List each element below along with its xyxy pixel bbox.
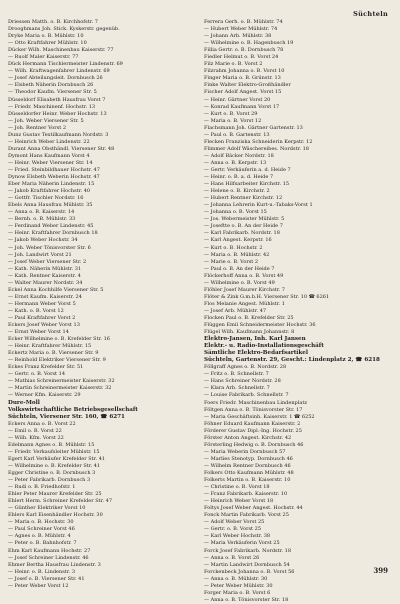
directory-entry: — Josef Abteilungsleit. Dornbusch 26 [8,75,103,82]
directory-entry: Düsseldorf Elisabeth Hausfrau Vorst 7 [8,96,106,103]
directory-entry: Folkerts Martin o. B. Kaiserstr. 10 [204,477,291,484]
directory-entry: Dymont Hans Kaufmann Vorst 4 [8,152,90,159]
directory-entry: — Johanna o. B. Vorst 15 [204,209,267,216]
directory-entry: — Heinr. Kraftfahrer Mühlstr. 15 [8,343,92,350]
directory-entry: Foers Friedr. Maschinenbau Lindenplatz [204,399,307,406]
directory-entry: Föllgraff Agnes o. B. Nordstr. 28 [204,364,287,371]
directory-entry: — Josef Schreiner Lindenstr. 46 [8,554,89,561]
directory-entry: Dynow Elsbeth Weberin Hochstr. 47 [8,174,100,181]
directory-entry: Foltys Josef Weber Angest. Hochstr. 44 [204,505,303,512]
directory-entry: Ehlers Karl Eisenhändler Hochstr. 30 [8,512,103,519]
directory-entry: — Anna o. B. Tönisvorster Str. 18 [204,596,289,603]
directory-entry: Flecken Franziska Schneiderin Kerpstr. 12 [204,138,313,145]
directory-entry: Flocken Paul o. B. Krefelder Str. 25 [204,314,294,321]
directory-entry: — Maria o. B. Hochstr. 30 [8,519,74,526]
directory-entry: — Fried. Steinbildhauer Hochstr. 47 [8,166,100,173]
directory-entry: — Paul Schreiner Vorst 46 [8,526,75,533]
directory-entry: Föhner Eduard Kaufmann Kaiserstr. 2 [204,420,301,427]
directory-entry: — Maria Verkäuferin Vorst 25 [204,540,280,547]
directory-entry: Drooghmans Joh. Stick. Kyskerstr. gegenüb. [8,26,120,33]
directory-entry: Ehler Peter Maurer Krefelder Str. 25 [8,491,102,498]
directory-entry: — Hans Hilfsarbeiter Kirchstr. 15 [204,181,290,188]
directory-entry: Folkers Otto Kaufmann Mühlstr. 48 [204,470,294,476]
directory-entry: Egger Christine o. B. Dornbusch 3 [8,470,96,476]
directory-entry: — Gertr. o. B. Vorst 25 [204,526,261,533]
advertisement-line: Elektro-Jansen, Inh. Karl Jansen [204,336,306,343]
directory-entry: — Martin Landwirt Dornbusch 54 [204,561,290,568]
directory-entry: — Wilhelmine o. B. Hagenbusch 19 [204,40,294,47]
directory-entry: — Peter Weber Vorst 12 [8,582,69,589]
directory-entry: Forger Maria o. B. Vorst 6 [204,589,271,596]
directory-entry: — Emil o. B. Vorst 22 [8,427,62,434]
directory-entry: Egert Karl Verkäufer Krefelder Str. 41 [8,455,106,462]
advertisement-line: Sämtliche Elektro-Bedarfsartikel [204,350,308,357]
directory-entry: — Wilhelmine o. B. Krefelder Str. 41 [8,462,101,469]
directory-entry: — Maria o. B. Vorst 12 [204,117,262,124]
directory-entry: Dück Hermann Tischlermeister Lindenstr. 69 [8,61,123,68]
directory-entry: — Günther Elektriker Vorst 10 [8,505,86,512]
directory-entry: Filzrahm Johanna o. B. Vorst 10 [204,68,285,75]
directory-entry: Flöckerhoff Anna o. B. Vorst 49 [204,272,284,279]
directory-entry: — Louise Fabrikarb. Schnellstr. 7 [204,392,289,399]
directory-entry: Eckers Anna o. B. Vorst 22 [8,420,76,427]
directory-entry: — Gertr. Verkäuferin a. d. Heide 7 [204,166,291,173]
directory-entry: — Karl Weber Hochstr. 38 [204,533,271,540]
directory-entry: — Konrad Kaufmann Vorst 17 [204,103,280,110]
directory-entry: — Adolf Weber Vorst 25 [204,519,265,526]
directory-entry: — Marie o. B. Vorst 2 [204,258,259,265]
directory-entry: Flöhler Josef Maurer Kirchstr. 7 [204,286,285,293]
page-number: 399 [373,566,388,575]
directory-entry: — Kath. Rentner Kaiserstr. 4 [8,272,81,279]
directory-entry: — Gottfr. Tischler Nordstr. 16 [8,195,84,202]
directory-entry: — Johann Arb. Mühlstr. 38 [204,33,272,40]
directory-entry: — Friedr. Verkaufsleiter Mühlstr. 15 [8,448,100,455]
directory-entry: Eckel Anna Kochhilfe Viersener Str. 5 [8,286,104,293]
directory-entry: Flimmer Adolf Wäschereibes. Nordstr. 18 [204,145,309,152]
directory-entry: — Rudi o. B. Friedhofstr. 1 [8,484,76,491]
directory-entry: — Heinr. Kraftfahrer Dornbusch 18 [8,230,98,237]
directory-entry: Ehmer Bertha Hausfrau Lindenstr. 3 [8,561,101,568]
directory-entry: Driessen Matth. o. B. Kirchhofstr. 7 [8,19,98,25]
directory-entry: Förster Anton Angest. Kirchstr. 42 [204,434,292,441]
advertisement-line: Elektr.- u. Radio-Installationsgeschäft [204,343,324,350]
directory-entry: — Elsbeth Näherin Dornbusch 26 [8,82,94,89]
directory-entry: Flöter & Zink G.m.b.H. Viersener Str. 10 ☎ 6261 [204,293,330,300]
directory-entry: — Hermann Weber Vorst 5 [8,300,76,307]
directory-entry: Fonck Martin Fabrikarb. Vorst 25 [204,512,289,519]
directory-entry: Flügel Wilh. Kaufmann Johannstr. 8 [204,329,295,336]
directory-entry: Dunz Gustav Textilkaufmann Nordstr. 3 [8,131,109,138]
directory-entry: — Joh. Weber Tönisvorster Str. 6 [8,244,91,251]
directory-entry: Förderer Gustav Dipl.-Ing. Hochstr. 25 [204,427,302,434]
directory-entry: Flachsmann Joh. Gärtner Gartenstr. 13 [204,124,303,131]
directory-entry: Ecker Wilhelmine o. B. Krefelder Str. 16 [8,336,110,343]
directory-entry: Ehm Karl Kaufmann Hochstr. 27 [8,547,91,554]
directory-entry: — Mathias Schreinermeister Kaiserstr. 32 [8,378,115,385]
directory-entry: — Helene o. B. Kirchstr. 2 [204,188,270,195]
directory-entry: — Jos. Webermeister Mühlstr. 5 [204,216,285,223]
directory-entry: Edelmann Agnes o. B. Mühlstr. 15 [8,441,95,448]
directory-entry: — Agnes o. B. Mühlstr. 4 [8,533,71,540]
directory-entry: — Josef o. B. Viersener Str. 41 [8,575,85,582]
directory-entry: Düsseldorfer Heinr. Weber Hochstr. 13 [8,110,107,117]
directory-entry: Fiedler Helmut o. B. Vorst 24 [204,54,279,61]
directory-entry: Ebels Anna Hausfrau Mühlstr. 35 [8,202,93,209]
directory-entry: — Johanna Lehrerin Kurt-u.-Tabaks-Vorst 1 [204,202,313,209]
advertisement-line: Volkswirtschaftliche Betriebsgesellschaft [8,406,138,413]
directory-entry: — Anna o. B. Vorst 26 [204,554,260,561]
directory-entry: Forck Josef Fabrikarb. Nordstr. 18 [204,547,292,554]
directory-entry: — Klara Arb. Schnellstr. 7 [204,385,270,392]
directory-entry: — Marlies Stenotyp. Dornbusch 46 [204,455,293,462]
directory-entry: Eckertz Maria o. B. Viersener Str. 9 [8,350,99,357]
directory-entry: — Ernst Weber Vorst 14 [8,329,69,336]
directory-entry: — Kurt o. B. Hochstr. 2 [204,244,263,251]
directory-entry: — Peter Fabrikarb. Dornbusch 3 [8,477,91,484]
directory-entry: — Werner Kfm. Kaiserstr. 29 [8,392,81,399]
directory-entry: — Theodor Kaufm. Viersener Str. 5 [8,89,97,96]
directory-entry: — Martin Schreinermeister Kaiserstr. 32 [8,385,112,392]
advertisement-line: Süchteln, Viersener Str. 160, ☎ 6271 [8,413,125,420]
directory-entry: — Joh. Rentner Vorst 2 [8,124,67,131]
page-header-title: Süchteln [353,10,388,18]
directory-entry: — Wilh. Kraftwagenfahrer Lindenstr. 69 [8,68,110,75]
directory-entry: — Gertr. o. B. Vorst 14 [8,371,65,378]
directory-entry: Finger Maria o. B. Grünstr. 13 [204,75,281,82]
directory-entry: — Ferdinand Weber Lindenstr. 45 [8,223,94,230]
directory-entry: — Bernh. o. B. Mühlstr. 33 [8,216,76,223]
directory-entry: Dücker Wilh. Maschinenbau Kaiserstr. 77 [8,47,114,54]
directory-entry: — Adolf Bäcker Nordstr. 18 [204,152,274,159]
directory-entry: — Kath. o. B. Vorst 12 [8,307,64,314]
directory-entry: Flüggen Emil Schneidermeister Hochstr. 36 [204,322,316,329]
directory-entry: — Maria Geschäftsinh. Kaiserstr. 1 ☎ 6252 [204,413,315,420]
directory-entry: — Paul Kraftfahrer Vorst 2 [8,314,76,321]
directory-entry: Ferrera Gerh. o. B. Mühlstr. 74 [204,19,283,25]
directory-entry: — Kurt o. B. Vorst 29 [204,110,258,117]
directory-entry: — Paul o. B. Gartenstr. 13 [204,131,270,138]
directory-entry: — Fritz o. B. Schnellstr. 7 [204,371,269,378]
directory-entry: — Walter Maurer Nordstr. 34 [8,279,83,286]
directory-entry: — Joh. Weber Viersener Str. 5 [8,117,84,124]
directory-entry: — Ruolf Maler Kaiserstr. 77 [8,54,79,61]
directory-entry: Forckenbeck Johanna o. B. Vorst 56 [204,568,295,575]
directory-entry: — Hubert Rentner Kirchstr. 12 [204,195,283,202]
directory-entry: Ehlert Herm. Schreiner Krefelder Str. 47 [8,498,113,505]
directory-entry: — Josef Arb. Mühlstr. 47 [204,307,267,314]
directory-entry: — Joh. Landwirt Vorst 21 [8,251,72,258]
left-column [8,19,202,590]
directory-entry: — Karl Fabrikarb. Nordstr. 18 [204,230,280,237]
directory-entry: — Hubert Weber Mühlstr. 74 [204,26,278,33]
directory-entry: Eber Maria Näherin Lindenstr. 15 [8,181,95,188]
directory-entry: — Peter Weber Mühlstr. 30 [204,582,273,589]
directory-entry: — Karl Angest. Kerpstr. 16 [204,237,272,244]
directory-entry: — Christine o. B. Vorst 18 [204,484,270,491]
directory-entry: — Wilh. Kfm. Vorst 22 [8,434,64,441]
directory-entry: Finke Walter Elektro-Großhändler [204,82,291,89]
directory-entry: — Otto Kraftfahrer Mühlstr. 10 [8,40,87,47]
directory-entry: — Jakob Kraftfahrer Hochstr. 40 [8,188,91,195]
directory-entry: — Paul o. B. An der Heide 7 [204,265,275,272]
directory-entry: Flos Melanie Angest. Mühlstr. 1 [204,300,285,307]
directory-entry: Dryke Maria o. B. Mühlstr. 10 [8,33,84,40]
directory-entry: — Anna o. B. Kerpstr. 13 [204,159,267,166]
directory-entry: — Kath. Näherin Mühlstr. 31 [8,265,82,272]
directory-entry: — Heinrich Weber Lindenstr. 22 [8,138,90,145]
directory-entry: — Wilhelmine o. B. Vorst 49 [204,279,275,286]
directory-entry: — Jakob Weber Hochstr. 34 [8,237,78,244]
directory-entry: Eckes Franz Krefelder Str. 51 [8,364,84,371]
right-column [204,19,392,604]
directory-entry: Försterling Hedwig o. B. Dornbusch 46 [204,441,304,448]
directory-entry: — Heinr. Weber Viersener Str. 14 [8,159,93,166]
directory-entry: — Heinrich Weber Vorst 18 [204,498,274,505]
directory-entry: — Wilhelm Rentner Dornbusch 46 [204,462,291,469]
directory-entry: — Josef Weber Viersener Str. 2 [8,258,87,265]
directory-entry: — Ernst Kaufm. Kaiserstr. 24 [8,293,82,300]
directory-entry: — Heinr. Gärtner Vorst 20 [204,96,271,103]
directory-entry: — Hans Schreiner Nordstr. 28 [204,378,281,385]
directory-entry: Filz Marie o. B. Vorst 2 [204,61,263,68]
advertisement-line: Dure-Moll [8,399,40,406]
directory-entry: Durant Anna Obsthändl. Viersener Str. 48 [8,145,115,152]
directory-entry: — Reinhold Elektriker Viersener Str. 9 [8,357,106,364]
directory-entry: — Friedr. Maschinenf. Hochstr. 13 [8,103,96,110]
directory-entry: — Heinr. o. B. a. d. Heide 7 [204,174,274,181]
directory-entry: — Franz Fabrikarb. Kaiserstr. 10 [204,491,288,498]
directory-entry: — Anna o. B. Kaiserstr. 14 [8,209,75,216]
directory-entry: Fillia Gertr. o. B. Dornbusch 78 [204,47,284,54]
directory-entry: — Maria o. B. Mühlstr. 42 [204,251,270,258]
directory-entry: Eckers Josef Weber Vorst 13 [8,322,80,329]
directory-entry: — Peter o. B. Bahnhofstr. 7 [8,540,77,547]
directory-entry: Fischer Adolf Angest. Vorst 15 [204,89,282,96]
directory-entry: — Maria Weberin Dornbusch 57 [204,448,286,455]
directory-entry: — Joseftte o. B. An der Heide 7 [204,223,283,230]
directory-entry: Föltgen Anna o. B. Tönisvorster Str. 17 [204,406,303,413]
directory-entry: — Heinr. o. B. Lindenstr. 3 [8,568,75,575]
advertisement-line: Süchteln, Gartenstr. 29, Gescht.: Lindenplatz 2, ☎ 6218 [204,357,380,364]
directory-entry: — Anna o. B. Mühlstr. 30 [204,575,268,582]
